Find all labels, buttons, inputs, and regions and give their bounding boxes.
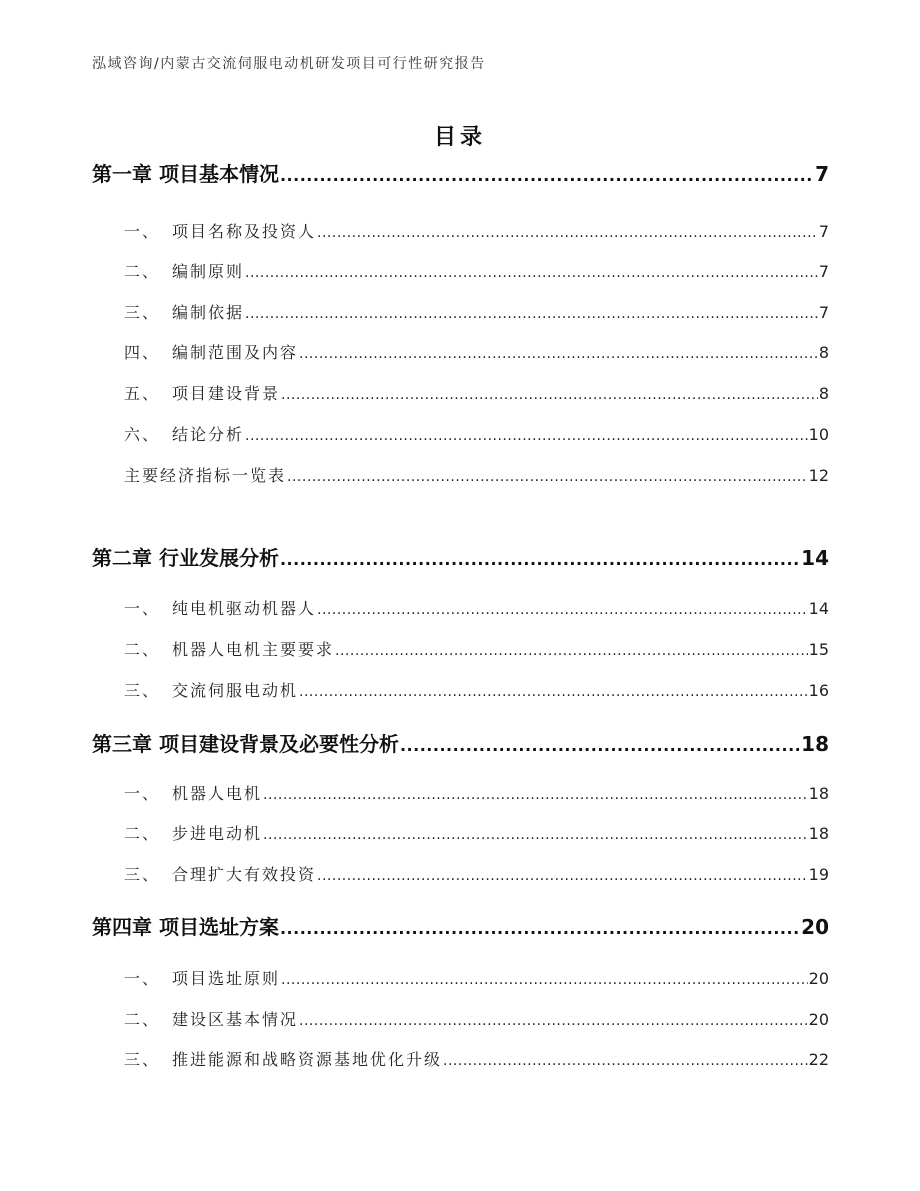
toc-entry-text: 纯电机驱动机器人 [172, 599, 317, 618]
toc-title: 目录 [433, 125, 486, 150]
dot-leader [280, 550, 800, 569]
toc-entry-text: 步进电动机 [172, 824, 263, 843]
toc-entry-text: 第四章 项目选址方案 [92, 915, 279, 939]
toc-page-number: 19 [808, 865, 829, 884]
toc-entry-text: 编制依据 [172, 303, 245, 322]
toc-section-entry[interactable] [0, 300, 920, 323]
toc-page-number: 10 [808, 425, 829, 444]
dot-leader [443, 1053, 808, 1069]
toc-entry-text: 项目选址原则 [172, 969, 281, 988]
toc-entry-label [0, 781, 262, 804]
toc-entry-label [0, 966, 280, 989]
toc-entry-label [0, 463, 286, 486]
toc-entry-text: 机器人电机主要要求 [172, 640, 335, 659]
toc-entry-label [0, 340, 298, 363]
toc-entry-number: 五、 [124, 384, 161, 403]
toc-entry-text: 第三章 项目建设背景及必要性分析 [92, 732, 399, 756]
toc-page-number: 20 [808, 1010, 829, 1029]
toc-entry-number: 一、 [124, 969, 161, 988]
toc-entry-text: 结论分析 [172, 425, 245, 444]
toc-page-number: 20 [801, 915, 829, 939]
toc-entry-text: 主要经济指标一览表 [124, 466, 287, 485]
toc-page-number: 7 [815, 162, 829, 186]
toc-entry-text: 第二章 行业发展分析 [92, 546, 279, 570]
dot-leader [281, 972, 808, 988]
toc-section-entry[interactable] [0, 1007, 920, 1030]
toc-page-number: 15 [808, 640, 829, 659]
toc-entry-label [0, 862, 316, 885]
toc-entry-label [0, 158, 279, 187]
dot-leader [299, 1013, 808, 1029]
toc-entry-label [0, 1007, 298, 1030]
toc-entry-text: 交流伺服电动机 [172, 681, 299, 700]
toc-entry-text: 推进能源和战略资源基地优化升级 [172, 1050, 443, 1069]
toc-entry-label [0, 911, 279, 940]
toc-section-entry[interactable] [0, 1047, 920, 1070]
toc-entry-label [0, 219, 316, 242]
toc-section-entry[interactable] [0, 381, 920, 404]
toc-chapter-entry[interactable] [0, 911, 920, 940]
dot-leader [317, 225, 818, 241]
dot-leader [263, 787, 808, 803]
toc-entry-label [0, 300, 244, 323]
toc-entry-text: 编制原则 [172, 262, 245, 281]
toc-section-entry[interactable] [0, 637, 920, 660]
toc-entry-number: 一、 [124, 222, 161, 241]
toc-entry-number: 二、 [124, 824, 161, 843]
toc-section-entry[interactable] [0, 219, 920, 242]
document-header: 泓域咨询/内蒙古交流伺服电动机研发项目可行性研究报告 [92, 56, 486, 72]
dot-leader [281, 387, 818, 403]
toc-entry-label [0, 728, 399, 757]
dot-leader [287, 469, 808, 485]
toc-entry-number: 三、 [124, 865, 161, 884]
dot-leader [263, 827, 808, 843]
toc-section-entry[interactable] [0, 422, 920, 445]
toc-page-number: 22 [808, 1050, 829, 1069]
toc-page-number: 12 [808, 466, 829, 485]
toc-entry-text: 机器人电机 [172, 784, 263, 803]
toc-entry-label [0, 821, 262, 844]
toc-entry-number: 二、 [124, 640, 161, 659]
toc-entry-number: 二、 [124, 262, 161, 281]
dot-leader [335, 643, 808, 659]
toc-section-entry[interactable] [0, 862, 920, 885]
toc-entry-label [0, 259, 244, 282]
dot-leader [299, 684, 808, 700]
toc-chapter-entry[interactable] [0, 542, 920, 571]
toc-entry-label [0, 637, 334, 660]
toc-entry-number: 六、 [124, 425, 161, 444]
toc-section-entry[interactable] [0, 340, 920, 363]
toc-page-number: 8 [818, 343, 829, 362]
toc-entry-number: 一、 [124, 784, 161, 803]
toc-section-entry[interactable] [0, 781, 920, 804]
toc-entry-number: 三、 [124, 681, 161, 700]
toc-section-entry[interactable] [0, 966, 920, 989]
toc-page-number: 7 [818, 222, 829, 241]
toc-section-entry[interactable] [0, 463, 920, 486]
dot-leader [245, 306, 818, 322]
toc-entry-label [0, 1047, 442, 1070]
dot-leader [317, 602, 808, 618]
toc-entry-number: 三、 [124, 1050, 161, 1069]
toc-entry-text: 第一章 项目基本情况 [92, 162, 279, 186]
toc-entry-number: 二、 [124, 1010, 161, 1029]
toc-page-number: 18 [801, 732, 829, 756]
toc-entry-label [0, 422, 244, 445]
toc-page-number: 18 [808, 784, 829, 803]
toc-entry-text: 项目名称及投资人 [172, 222, 317, 241]
toc-entry-text: 编制范围及内容 [172, 343, 299, 362]
dot-leader [317, 868, 808, 884]
toc-entry-label [0, 542, 279, 571]
toc-entry-text: 项目建设背景 [172, 384, 281, 403]
dot-leader [299, 346, 818, 362]
toc-section-entry[interactable] [0, 678, 920, 701]
toc-entry-label [0, 596, 316, 619]
toc-page-number: 20 [808, 969, 829, 988]
toc-entry-number: 三、 [124, 303, 161, 322]
toc-page-number: 18 [808, 824, 829, 843]
toc-section-entry[interactable] [0, 596, 920, 619]
toc-page-number: 8 [818, 384, 829, 403]
dot-leader [245, 428, 808, 444]
toc-chapter-entry[interactable] [0, 728, 920, 757]
toc-page-number: 7 [818, 262, 829, 281]
toc-page-number: 14 [801, 546, 829, 570]
dot-leader [400, 736, 800, 755]
dot-leader [280, 919, 800, 938]
toc-page-number: 7 [818, 303, 829, 322]
toc-chapter-entry[interactable] [0, 158, 920, 187]
toc-entry-number: 四、 [124, 343, 161, 362]
toc-section-entry[interactable] [0, 821, 920, 844]
toc-entry-label [0, 381, 280, 404]
toc-entry-text: 合理扩大有效投资 [172, 865, 317, 884]
toc-page-number: 14 [808, 599, 829, 618]
toc-entry-number: 一、 [124, 599, 161, 618]
dot-leader [280, 166, 814, 185]
toc-page-number: 16 [808, 681, 829, 700]
toc-section-entry[interactable] [0, 259, 920, 282]
toc-entry-text: 建设区基本情况 [172, 1010, 299, 1029]
dot-leader [245, 265, 818, 281]
toc-entry-label [0, 678, 298, 701]
